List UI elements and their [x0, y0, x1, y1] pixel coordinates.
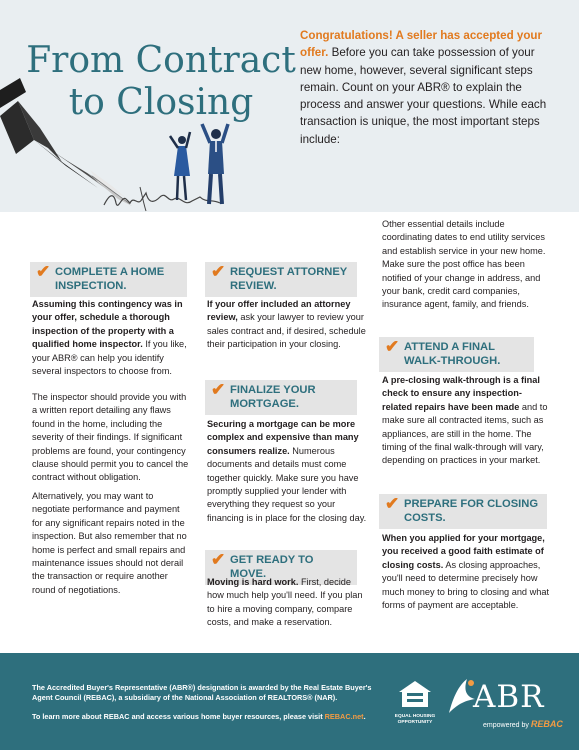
heading-line-1: GET READY TO MOVE. [230, 554, 314, 580]
section-heading-walkthrough [379, 337, 534, 372]
move-paragraph [207, 576, 367, 630]
rebac-logo: REBAC [530, 719, 563, 729]
inspection-text: If you like, your ABR® can help you identify several inspectors to choose from. [32, 339, 187, 377]
checkmark-icon: ✔ [36, 262, 51, 281]
empowered-by-text: empowered by [483, 722, 529, 729]
abr-logo [445, 675, 565, 735]
abr-logo-text: ABR [473, 679, 545, 715]
details-paragraph: Other essential details include coordinating dates to end utility services and establish service in your new home. Make sure the post office has been notified of your change in address, and your bank, credit card companies, insurance agent, family, and friends. [382, 219, 546, 310]
walkthrough-paragraph [382, 374, 550, 468]
celebrating-couple-icon [160, 118, 250, 208]
attorney-paragraph [207, 298, 367, 352]
checkmark-icon: ✔ [211, 550, 226, 569]
closing-lead: When you applied for your mortgage, you received a good faith estimate of closing costs. [382, 533, 545, 570]
heading-line-1: COMPLETE A HOME [55, 266, 165, 278]
heading-line-1: PREPARE FOR CLOSING [404, 498, 539, 510]
closing-text: As closing approaches, you'll need to determine precisely how much money to bring to closing and what forms of payment are acceptable. [382, 559, 549, 611]
mortgage-text: Numerous documents and details must come together quickly. Make sure you have promptly supplied your lender with everything they request so your financing is in place for the closing day. [207, 445, 367, 523]
walkthrough-text: and to make sure all contracted items, such as appliances, are still in the home. The timing of the final walk-through will vary, depending on practices in your market. [382, 401, 548, 466]
checkmark-icon: ✔ [385, 494, 400, 513]
attorney-lead: If your offer included an attorney review, [207, 299, 351, 323]
title-line-1: From Contract [26, 40, 296, 81]
closing-paragraph [382, 532, 550, 612]
equal-housing-logo [392, 679, 438, 726]
inspection-paragraph-3: Alternatively, you may want to negotiate performance and payment for any significant repairs noted in the inspection. But also remember that no home is perfect and small repairs and maintenance issues should not derail the transaction or require another round of negotiations. [32, 491, 187, 595]
page-title [26, 40, 296, 124]
heading-line-1: REQUEST ATTORNEY [230, 266, 348, 278]
checkmark-icon: ✔ [211, 380, 226, 399]
title-line-2: to Closing [68, 82, 254, 123]
checkmark-icon: ✔ [211, 262, 226, 281]
footer-learn-more-text: To learn more about REBAC and access various home buyer resources, please visit [32, 712, 325, 721]
equal-housing-icon [398, 679, 432, 709]
footer-designation: The Accredited Buyer's Representative (ABR®) designation is awarded by the Real Estate Buyer's Agent Council (REBAC), a subsidiary of the National Association of REALTORS® (NAR). [32, 683, 372, 702]
rebac-link[interactable]: REBAC.net [324, 712, 364, 721]
intro-paragraph [300, 27, 558, 148]
empowered-by [483, 719, 563, 729]
heading-line-2: COSTS. [404, 512, 446, 524]
checkmark-icon: ✔ [385, 337, 400, 356]
heading-line-1: ATTEND A FINAL [404, 341, 495, 353]
hero-banner [0, 0, 579, 212]
mortgage-paragraph [207, 418, 367, 525]
footer-learn-more [32, 712, 392, 722]
heading-line-2: WALK-THROUGH. [404, 355, 501, 367]
section-heading-inspection [30, 262, 187, 297]
heading-line-1: FINALIZE YOUR [230, 384, 316, 396]
section-heading-attorney [205, 262, 357, 297]
inspection-lead: Assuming this contingency was in your offer, schedule a thorough inspection of the property with a qualified home inspector. [32, 299, 183, 350]
mortgage-lead: Securing a mortgage can be more complex and expensive than many consumers realize. [207, 419, 359, 456]
footer-link-suffix: . [363, 712, 366, 721]
heading-line-2: MORTGAGE. [230, 398, 299, 410]
intro-text: Before you can take possession of your new home, however, several significant steps remain. Count on your ABR® to explain the process and answer your questions. While each transaction is unique, the most important steps include: [300, 46, 547, 146]
move-lead: Moving is hard work. [207, 577, 299, 587]
section-heading-closing [379, 494, 547, 529]
walkthrough-lead: A pre-closing walk-through is a final check to ensure any inspection-related repairs have been made [382, 375, 540, 412]
footer [0, 653, 579, 750]
heading-line-2: INSPECTION. [55, 280, 127, 292]
eho-label-1: EQUAL HOUSING [394, 714, 436, 719]
section-heading-mortgage [205, 380, 357, 415]
move-text: First, decide how much help you'll need. If you plan to hire a moving company, compare costs, and make a reservation. [207, 577, 363, 628]
heading-line-2: REVIEW. [230, 280, 277, 292]
intro-lead: Congratulations! A seller has accepted your offer. [300, 29, 543, 60]
eho-label-2: OPPORTUNITY [397, 720, 433, 725]
inspection-paragraph-2: The inspector should provide you with a written report detailing any flaws found in the home, including the severity of their findings. If significant problems are found, your contingency clause should permit you to cancel the contract without obligation. [32, 392, 189, 483]
attorney-text: ask your lawyer to review your sales contract and, if desired, schedule their participation in your closing. [207, 312, 366, 350]
inspection-paragraph-1 [32, 298, 190, 378]
